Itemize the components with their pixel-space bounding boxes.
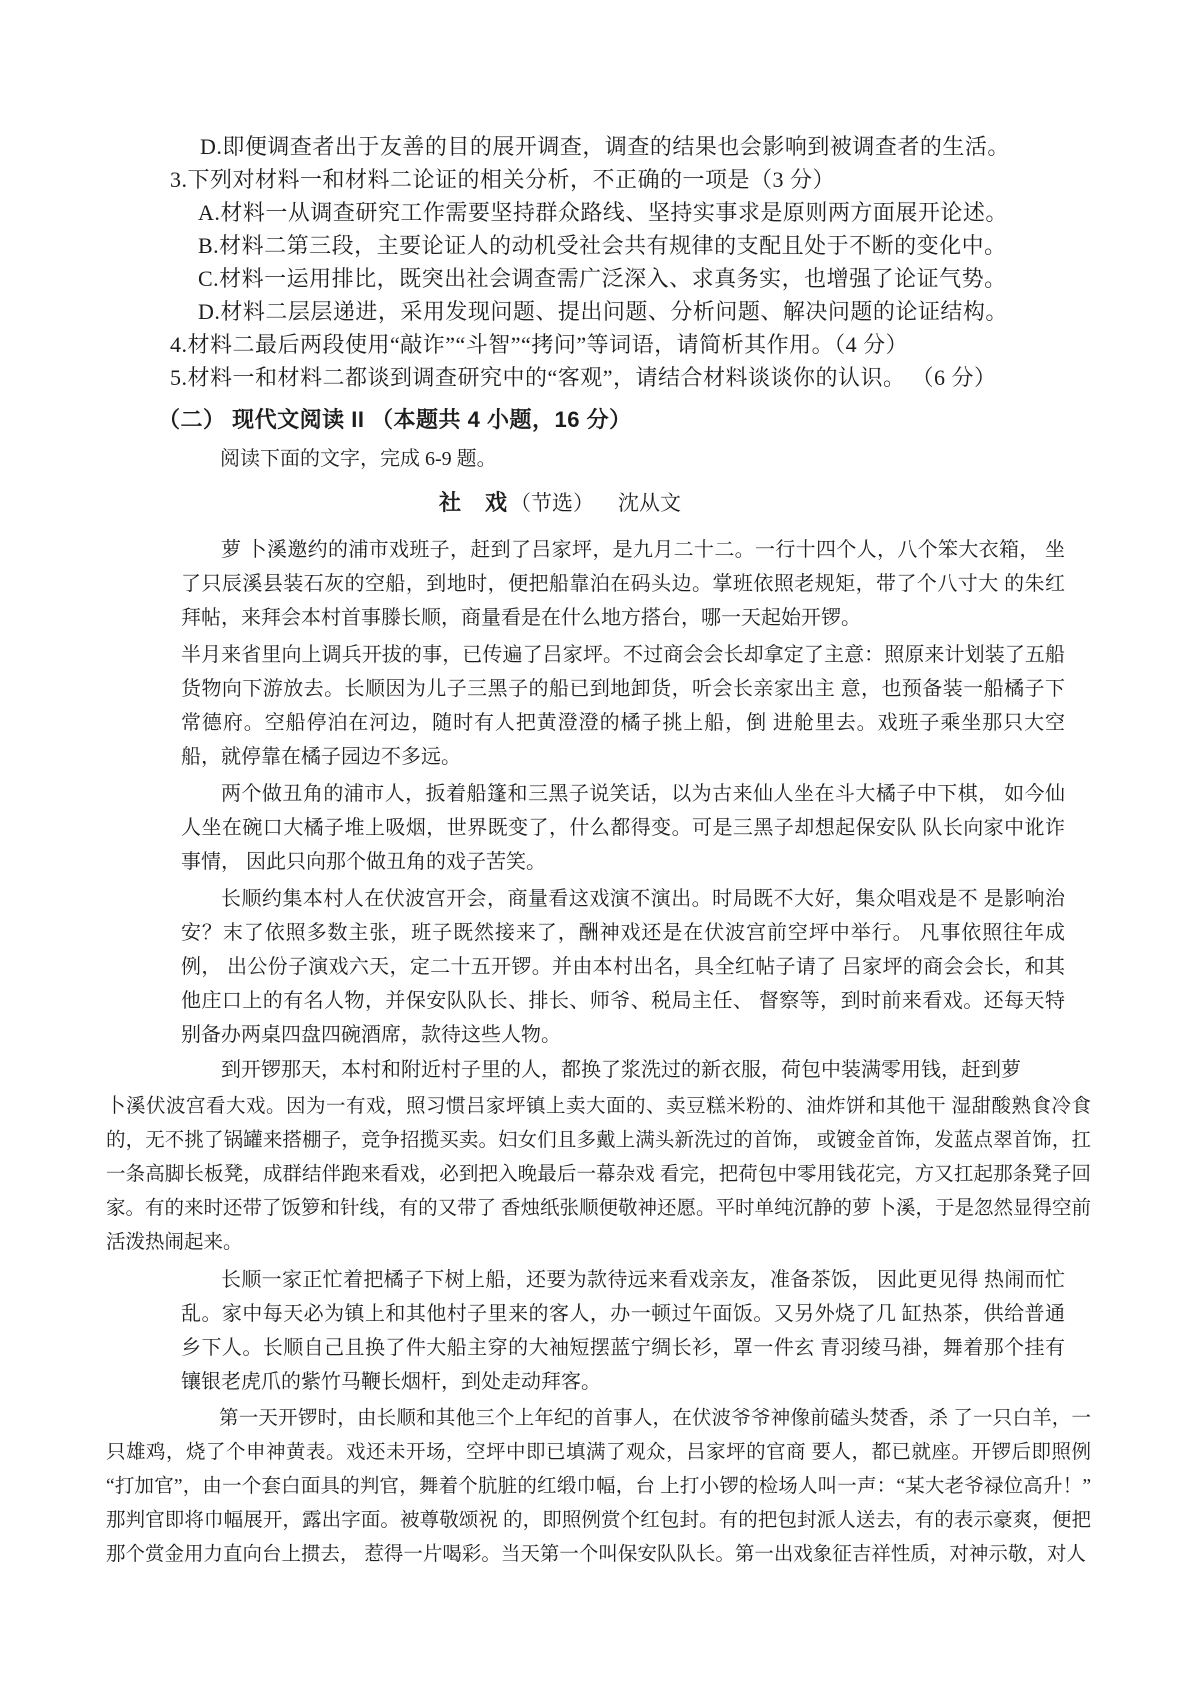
- section2-heading: （二） 现代文阅读 II （本题共 4 小题，16 分）: [158, 407, 632, 432]
- question3-option-b: B.材料二第三段，主要论证人的动机受社会共有规律的支配且处于不断的变化中。: [198, 233, 1007, 258]
- passage-paragraph-7: 第一天开锣时，由长顺和其他三个上年纪的首事人，在伏波爷爷神像前磕头焚香，杀 了一只白羊，一只雄鸡，烧了个申神黄表。戏还未开场，空坪中即已填满了观众，吕家坪的官商 要人，都已就座。开锣后即照例“打加官”，由一个套白面具的判官，舞着个肮脏的红缎巾幅，台 上打小锣的检场人叫一声：“某大老爷禄位高升！”那判官即将巾幅展开，露出字面。被尊敬颂祝 的，即照例赏个红包封。有的把包封派人送去，有的表示豪爽，便把那个赏金用力直向台上掼去， 惹得一片喝彩。当天第一个叫保安队队长。第一出戏象征吉祥性质，对神示敬，对人: [106, 1408, 1091, 1565]
- passage-author: 沈从文: [618, 491, 681, 515]
- passage-paragraph-5-continuation: 卜溪伏波宫看大戏。因为一有戏，照习惯吕家坪镇上卖大面的、卖豆糕米粉的、油炸饼和其他干 湿甜酸熟食冷食的，无不挑了锅罐来搭棚子，竞争招揽买卖。妇女们且多戴上满头新洗过的首饰， 或镀金首饰，发蓝点翠首饰，扛一条高脚长板凳，成群结伴跑来看戏，必到把入晚最后一幕杂戏 看完，把荷包中零用钱花完，方又扛起那条凳子回家。有的来时还带了饭箩和针线，有的又带了 香烛纸张顺便敬神还愿。平时单纯沉静的萝 卜溪，于是忽然显得空前活泼热闹起来。: [106, 1096, 1091, 1253]
- question4-stem: 4.材料二最后两段使用“敲诈”“斗智”“拷问”等词语，请简析其作用。（4 分）: [170, 332, 909, 357]
- passage-paragraph-5-lead: 到开锣那天，本村和附近村子里的人，都换了浆洗过的新衣服，荷包中装满零用钱，赶到萝: [221, 1059, 1021, 1081]
- question5-stem: 5.材料一和材料二都谈到调查研究中的“客观”，请结合材料谈谈你的认识。 （6 分）: [170, 365, 997, 390]
- question3-option-c: C.材料一运用排比，既突出社会调查需广泛深入、求真务实，也增强了论证气势。: [198, 266, 1007, 291]
- passage-paragraph-6: 长顺一家正忙着把橘子下树上船，还要为款待远来看戏亲友，准备茶饭， 因此更见得 热闹而忙乱。家中每天必为镇上和其他村子里来的客人，办一顿过午面饭。又另外烧了几 缸热茶，供给普通乡下人。长顺自己且换了件大船主穿的大袖短摆蓝宁绸长衫，罩一件玄 青羽绫马褂，舞着那个挂有镶银老虎爪的紫竹马鞭长烟杆，到处走动拜客。: [181, 1269, 1065, 1393]
- exam-content: [0, 130, 1200, 1572]
- question2-option-d: D.即便调查者出于友善的目的展开调查，调查的结果也会影响到被调查者的生活。: [200, 134, 1010, 159]
- question3-option-a: A.材料一从调查研究工作需要坚持群众路线、坚持实事求是原则两方面展开论述。: [198, 200, 1008, 225]
- passage-title: 社 戏: [438, 490, 508, 515]
- reading-instruction: 阅读下面的文字，完成 6-9 题。: [220, 448, 497, 470]
- passage-title-line: [180, 486, 940, 520]
- passage-paragraph-1: 萝 卜溪邀约的浦市戏班子，赶到了吕家坪，是九月二十二。一行十四个人，八个笨大衣箱， 坐了只辰溪县装石灰的空船，到地时，便把船靠泊在码头边。掌班依照老规矩，带了个八寸大 的朱红拜帖，来拜会本村首事滕长顺，商量看是在什么地方搭台，哪一天起始开锣。: [181, 539, 1065, 629]
- passage-paragraph-4: 长顺约集本村人在伏波宫开会，商量看这戏演不演出。时局既不大好，集众唱戏是不 是影响治安？末了依照多数主张，班子既然接来了，酬神戏还是在伏波宫前空坪中举行。 凡事依照往年成例， 出公份子演戏六天，定二十五开锣。并由本村出名，具全红帖子请了 吕家坪的商会会长，和其他庄口上的有名人物，并保安队队长、排长、师爷、税局主任、 督察等，到时前来看戏。还每天特别备办两桌四盘四碗酒席，款待这些人物。: [181, 888, 1065, 1046]
- passage-paragraph-2: 半月来省里向上调兵开拔的事，已传遍了吕家坪。不过商会会长却拿定了主意：照原来计划装了五船货物向下游放去。长顺因为儿子三黑子的船已到地卸货，听会长亲家出主 意，也预备装一船橘子下常德府。空船停泊在河边，随时有人把黄澄澄的橘子挑上船，倒 进舱里去。戏班子乘坐那只大空船，就停靠在橘子园边不多远。: [181, 644, 1065, 768]
- passage-paragraph-3: 两个做丑角的浦市人，扳着船篷和三黑子说笑话，以为古来仙人坐在斗大橘子中下棋， 如今仙人坐在碗口大橘子堆上吸烟，世界既变了，什么都得变。可是三黑子却想起保安队 队长向家中讹诈事情， 因此只向那个做丑角的戏子苦笑。: [181, 783, 1065, 873]
- question3-option-d: D.材料二层层递进，采用发现问题、提出问题、分析问题、解决问题的论证结构。: [198, 299, 1008, 324]
- passage-title-note: （节选）: [510, 491, 594, 515]
- question3-stem: 3.下列对材料一和材料二论证的相关分析，不正确的一项是（3 分）: [170, 167, 836, 192]
